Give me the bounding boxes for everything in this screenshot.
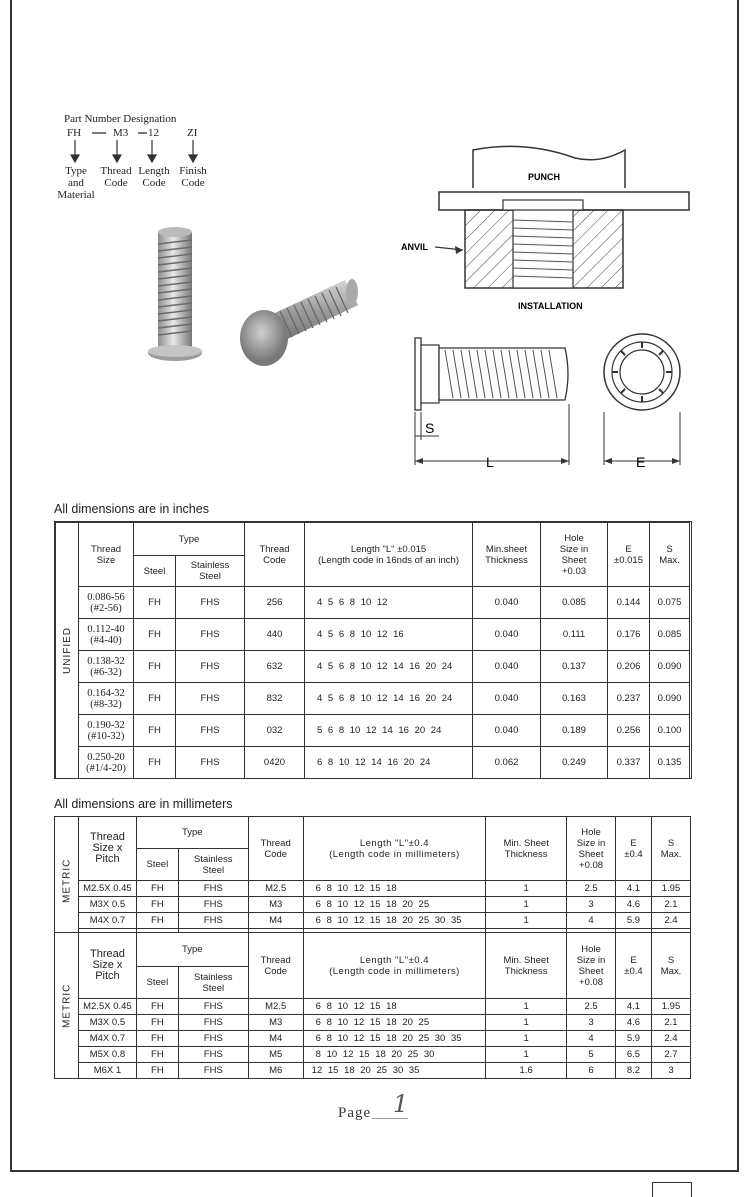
cell-steel: FH xyxy=(136,881,178,897)
cell-e: 5.9 xyxy=(616,913,652,929)
designation-code-thread: M3 xyxy=(113,127,129,139)
header-thread-code: Thread Code xyxy=(248,817,303,881)
l-dimension-label: L xyxy=(486,454,494,470)
table-row xyxy=(56,587,690,619)
header-thread-size: Thread Size x Pitch xyxy=(78,933,136,999)
cell-length-codes: 6 8 10 12 15 18 20 25 30 35 xyxy=(303,913,486,929)
cell-e: 6.5 xyxy=(616,1047,652,1063)
page-number: 1 xyxy=(393,1090,409,1118)
part-number-designation xyxy=(48,110,238,205)
header-steel: Steel xyxy=(136,967,178,999)
cell-hole-size: 0.137 xyxy=(541,651,608,683)
inch-spec-table xyxy=(55,522,690,779)
header-length: Length "L" ±0.015 (Length code in 16nds of an inch) xyxy=(305,523,473,587)
cell-length-codes: 8 10 12 15 18 20 25 30 xyxy=(303,1047,486,1063)
cell-length-codes: 6 8 10 12 14 16 20 24 xyxy=(305,747,473,779)
table-row xyxy=(55,913,691,929)
designation-code-length: 12 xyxy=(148,127,159,139)
header-hole-size: Hole Size in Sheet +0.08 xyxy=(567,933,616,999)
cell-steel: FH xyxy=(134,715,176,747)
cell-thread-code: M3 xyxy=(248,897,303,913)
cell-min-sheet: 1 xyxy=(486,897,567,913)
cell-steel: FH xyxy=(134,683,176,715)
punch-label: PUNCH xyxy=(528,172,561,182)
cell-thread-size: M4X 0.7 xyxy=(78,913,136,929)
cell-hole-size: 3 xyxy=(567,897,616,913)
table-row xyxy=(56,747,690,779)
product-photo xyxy=(140,220,360,370)
designation-label-length: Length Code xyxy=(138,165,170,189)
header-stainless: Stainless Steel xyxy=(178,849,248,881)
cell-length-codes: 6 8 10 12 15 18 20 25 xyxy=(303,1015,486,1031)
cell-e: 0.237 xyxy=(608,683,650,715)
cell-stainless: FHS xyxy=(178,999,248,1015)
cell-min-sheet: 0.040 xyxy=(473,619,541,651)
cell-s: 0.135 xyxy=(650,747,690,779)
cell-thread-code: M5 xyxy=(248,1047,303,1063)
cell-s: 0.075 xyxy=(650,587,690,619)
cell-thread-size: M2.5X 0.45 xyxy=(78,881,136,897)
cell-e: 4.6 xyxy=(616,1015,652,1031)
header-type: Type xyxy=(136,933,248,967)
table-row xyxy=(55,881,691,897)
header-type: Type xyxy=(136,817,248,849)
cell-stainless: FHS xyxy=(178,881,248,897)
table-row xyxy=(55,1063,691,1079)
unified-side-label: UNIFIED xyxy=(56,523,79,779)
cell-min-sheet: 1.6 xyxy=(486,1063,567,1079)
cell-thread-size: 0.190-32 (#10-32) xyxy=(79,715,134,747)
page-frame-bottom xyxy=(10,1170,739,1172)
table-row xyxy=(55,999,691,1015)
cell-e: 5.9 xyxy=(616,1031,652,1047)
page-underline xyxy=(372,1118,408,1119)
cell-thread-size: M4X 0.7 xyxy=(78,1031,136,1047)
cell-thread-code: M2.5 xyxy=(248,999,303,1015)
header-min-sheet: Min. Sheet Thickness xyxy=(486,933,567,999)
cell-length-codes: 4 5 6 8 10 12 14 16 20 24 xyxy=(305,651,473,683)
page-frame-left xyxy=(10,0,12,1172)
header-steel: Steel xyxy=(134,556,176,587)
page-frame-right xyxy=(737,0,739,1172)
cell-s: 2.4 xyxy=(651,913,690,929)
cell-min-sheet: 0.040 xyxy=(473,715,541,747)
cell-thread-code: 0420 xyxy=(245,747,305,779)
cell-thread-code: M4 xyxy=(248,913,303,929)
cell-stainless: FHS xyxy=(178,1031,248,1047)
cell-thread-size: 0.250-20 (#1/4-20) xyxy=(79,747,134,779)
metric-side-label: METRIC xyxy=(55,817,79,941)
table-row xyxy=(55,1047,691,1063)
cell-hole-size: 0.111 xyxy=(541,619,608,651)
cell-stainless: FHS xyxy=(178,913,248,929)
cell-stainless: FHS xyxy=(176,683,245,715)
header-thread-code: Thread Code xyxy=(245,523,305,587)
header-s: S Max. xyxy=(651,933,690,999)
header-length: Length "L"±0.4 (Length code in millimeters) xyxy=(303,817,486,881)
header-steel: Steel xyxy=(136,849,178,881)
cell-hole-size: 0.249 xyxy=(541,747,608,779)
cell-hole-size: 4 xyxy=(567,1031,616,1047)
stud-side-view xyxy=(415,338,569,465)
cell-e: 0.337 xyxy=(608,747,650,779)
cell-thread-size: M3X 0.5 xyxy=(78,1015,136,1031)
header-thread-size: Thread Size xyxy=(79,523,134,587)
mm-spec-table-top xyxy=(54,816,691,940)
table-row xyxy=(55,897,691,913)
header-hole-size: Hole Size in Sheet +0.03 xyxy=(541,523,608,587)
header-e: E ±0.015 xyxy=(608,523,650,587)
header-hole-size: Hole Size in Sheet +0.08 xyxy=(567,817,616,881)
designation-label-finish: Finish Code xyxy=(179,165,207,189)
cell-stainless: FHS xyxy=(176,587,245,619)
cell-min-sheet: 1 xyxy=(486,1031,567,1047)
cell-thread-size: 0.112-40 (#4-40) xyxy=(79,619,134,651)
anvil-label: ANVIL xyxy=(401,242,428,252)
cell-thread-code: M3 xyxy=(248,1015,303,1031)
anvil-arrowhead xyxy=(455,246,463,254)
cell-s: 1.95 xyxy=(651,999,690,1015)
cell-s: 2.4 xyxy=(651,1031,690,1047)
cell-hole-size: 3 xyxy=(567,1015,616,1031)
cell-hole-size: 2.5 xyxy=(567,999,616,1015)
mm-table-top-clip xyxy=(54,816,691,940)
cell-steel: FH xyxy=(136,1015,178,1031)
cell-thread-code: 032 xyxy=(245,715,305,747)
designation-arrows xyxy=(48,110,238,165)
cell-stainless: FHS xyxy=(176,747,245,779)
cell-min-sheet: 1 xyxy=(486,913,567,929)
header-thread-code: Thread Code xyxy=(248,933,303,999)
table-row xyxy=(56,715,690,747)
cell-min-sheet: 1 xyxy=(486,881,567,897)
cell-thread-code: M6 xyxy=(248,1063,303,1079)
cell-length-codes: 4 5 6 8 10 12 16 xyxy=(305,619,473,651)
designation-label-thread: Thread Code xyxy=(100,165,132,189)
table-row xyxy=(56,651,690,683)
cell-stainless: FHS xyxy=(176,715,245,747)
cell-length-codes: 6 8 10 12 15 18 20 25 30 35 xyxy=(303,1031,486,1047)
header-length: Length "L"±0.4 (Length code in millimeters) xyxy=(303,933,486,999)
cell-min-sheet: 1 xyxy=(486,999,567,1015)
e-dimension-label: E xyxy=(636,454,646,470)
cell-stainless: FHS xyxy=(178,1047,248,1063)
cell-thread-size: M5X 0.8 xyxy=(78,1047,136,1063)
cell-steel: FH xyxy=(136,1047,178,1063)
cell-thread-size: 0.164-32 (#8-32) xyxy=(79,683,134,715)
cell-length-codes: 4 5 6 8 10 12 14 16 20 24 xyxy=(305,683,473,715)
cell-thread-size: M2.5X 0.45 xyxy=(78,999,136,1015)
header-min-sheet: Min. Sheet Thickness xyxy=(486,817,567,881)
cell-steel: FH xyxy=(136,999,178,1015)
table-row xyxy=(55,1031,691,1047)
cell-length-codes: 6 8 10 12 15 18 20 25 xyxy=(303,897,486,913)
designation-label-type: Type and Material xyxy=(57,165,95,201)
cell-hole-size: 0.163 xyxy=(541,683,608,715)
header-thread-size: Thread Size x Pitch xyxy=(78,817,136,881)
cell-steel: FH xyxy=(136,1063,178,1079)
cell-thread-code: M2.5 xyxy=(248,881,303,897)
cell-stainless: FHS xyxy=(178,1015,248,1031)
cell-min-sheet: 0.040 xyxy=(473,587,541,619)
cell-thread-code: 256 xyxy=(245,587,305,619)
cell-length-codes: 5 6 8 10 12 14 16 20 24 xyxy=(305,715,473,747)
header-stainless: Stainless Steel xyxy=(176,556,245,587)
horizontal-stud xyxy=(240,279,358,366)
cell-e: 8.2 xyxy=(616,1063,652,1079)
cell-steel: FH xyxy=(134,619,176,651)
cell-stainless: FHS xyxy=(178,897,248,913)
cell-hole-size: 0.189 xyxy=(541,715,608,747)
cell-hole-size: 2.5 xyxy=(567,881,616,897)
cell-thread-size: M6X 1 xyxy=(78,1063,136,1079)
header-e: E ±0.4 xyxy=(616,933,652,999)
cell-e: 0.256 xyxy=(608,715,650,747)
vertical-stud xyxy=(148,227,202,361)
page-label: Page xyxy=(338,1105,372,1121)
installation-diagram xyxy=(395,140,695,480)
cell-thread-size: 0.138-32 (#6-32) xyxy=(79,651,134,683)
cell-s: 1.95 xyxy=(651,881,690,897)
cell-steel: FH xyxy=(136,897,178,913)
cell-e: 0.176 xyxy=(608,619,650,651)
designation-code-type: FH xyxy=(67,127,82,139)
cell-thread-code: 632 xyxy=(245,651,305,683)
table-row xyxy=(55,1015,691,1031)
mm-spec-table xyxy=(54,932,691,1079)
cell-thread-size: M3X 0.5 xyxy=(78,897,136,913)
cell-hole-size: 4 xyxy=(567,913,616,929)
cell-s: 2.7 xyxy=(651,1047,690,1063)
cell-e: 4.1 xyxy=(616,881,652,897)
cell-steel: FH xyxy=(136,913,178,929)
table-row xyxy=(56,683,690,715)
cell-thread-code: 832 xyxy=(245,683,305,715)
punch-die xyxy=(439,146,689,288)
cell-s: 0.100 xyxy=(650,715,690,747)
cell-s: 0.085 xyxy=(650,619,690,651)
cell-e: 0.144 xyxy=(608,587,650,619)
stud-end-view xyxy=(604,334,680,465)
header-e: E ±0.4 xyxy=(616,817,652,881)
cell-e: 0.206 xyxy=(608,651,650,683)
cell-s: 0.090 xyxy=(650,683,690,715)
inch-table-caption: All dimensions are in inches xyxy=(54,502,209,516)
cell-steel: FH xyxy=(134,747,176,779)
cell-min-sheet: 0.040 xyxy=(473,651,541,683)
cell-min-sheet: 0.040 xyxy=(473,683,541,715)
metric-side-label: METRIC xyxy=(55,933,79,1079)
cell-s: 3 xyxy=(651,1063,690,1079)
cell-s: 2.1 xyxy=(651,1015,690,1031)
cell-min-sheet: 0.062 xyxy=(473,747,541,779)
cell-length-codes: 4 5 6 8 10 12 xyxy=(305,587,473,619)
mm-table-caption: All dimensions are in millimeters xyxy=(54,797,233,811)
header-s: S Max. xyxy=(650,523,690,587)
cell-thread-code: 440 xyxy=(245,619,305,651)
header-s: S Max. xyxy=(651,817,690,881)
cell-hole-size: 0.085 xyxy=(541,587,608,619)
cell-thread-code: M4 xyxy=(248,1031,303,1047)
installation-label: INSTALLATION xyxy=(518,301,583,311)
header-min-sheet: Min.sheet Thickness xyxy=(473,523,541,587)
cell-hole-size: 5 xyxy=(567,1047,616,1063)
cell-stainless: FHS xyxy=(176,651,245,683)
designation-title: Part Number Designation xyxy=(64,113,177,125)
corner-mark xyxy=(652,1182,692,1197)
cell-length-codes: 12 15 18 20 25 30 35 xyxy=(303,1063,486,1079)
cell-min-sheet: 1 xyxy=(486,1047,567,1063)
cell-length-codes: 6 8 10 12 15 18 xyxy=(303,881,486,897)
cell-s: 0.090 xyxy=(650,651,690,683)
cell-e: 4.1 xyxy=(616,999,652,1015)
header-stainless: Stainless Steel xyxy=(178,967,248,999)
header-type: Type xyxy=(134,523,245,556)
cell-steel: FH xyxy=(136,1031,178,1047)
designation-code-finish: ZI xyxy=(187,127,198,139)
table-row xyxy=(56,619,690,651)
cell-stainless: FHS xyxy=(176,619,245,651)
cell-steel: FH xyxy=(134,651,176,683)
cell-min-sheet: 1 xyxy=(486,1015,567,1031)
cell-s: 2.1 xyxy=(651,897,690,913)
cell-steel: FH xyxy=(134,587,176,619)
cell-thread-size: 0.086-56 (#2-56) xyxy=(79,587,134,619)
cell-length-codes: 6 8 10 12 15 18 xyxy=(303,999,486,1015)
cell-stainless: FHS xyxy=(178,1063,248,1079)
s-dimension-label: S xyxy=(425,420,435,436)
cell-hole-size: 6 xyxy=(567,1063,616,1079)
cell-e: 4.6 xyxy=(616,897,652,913)
